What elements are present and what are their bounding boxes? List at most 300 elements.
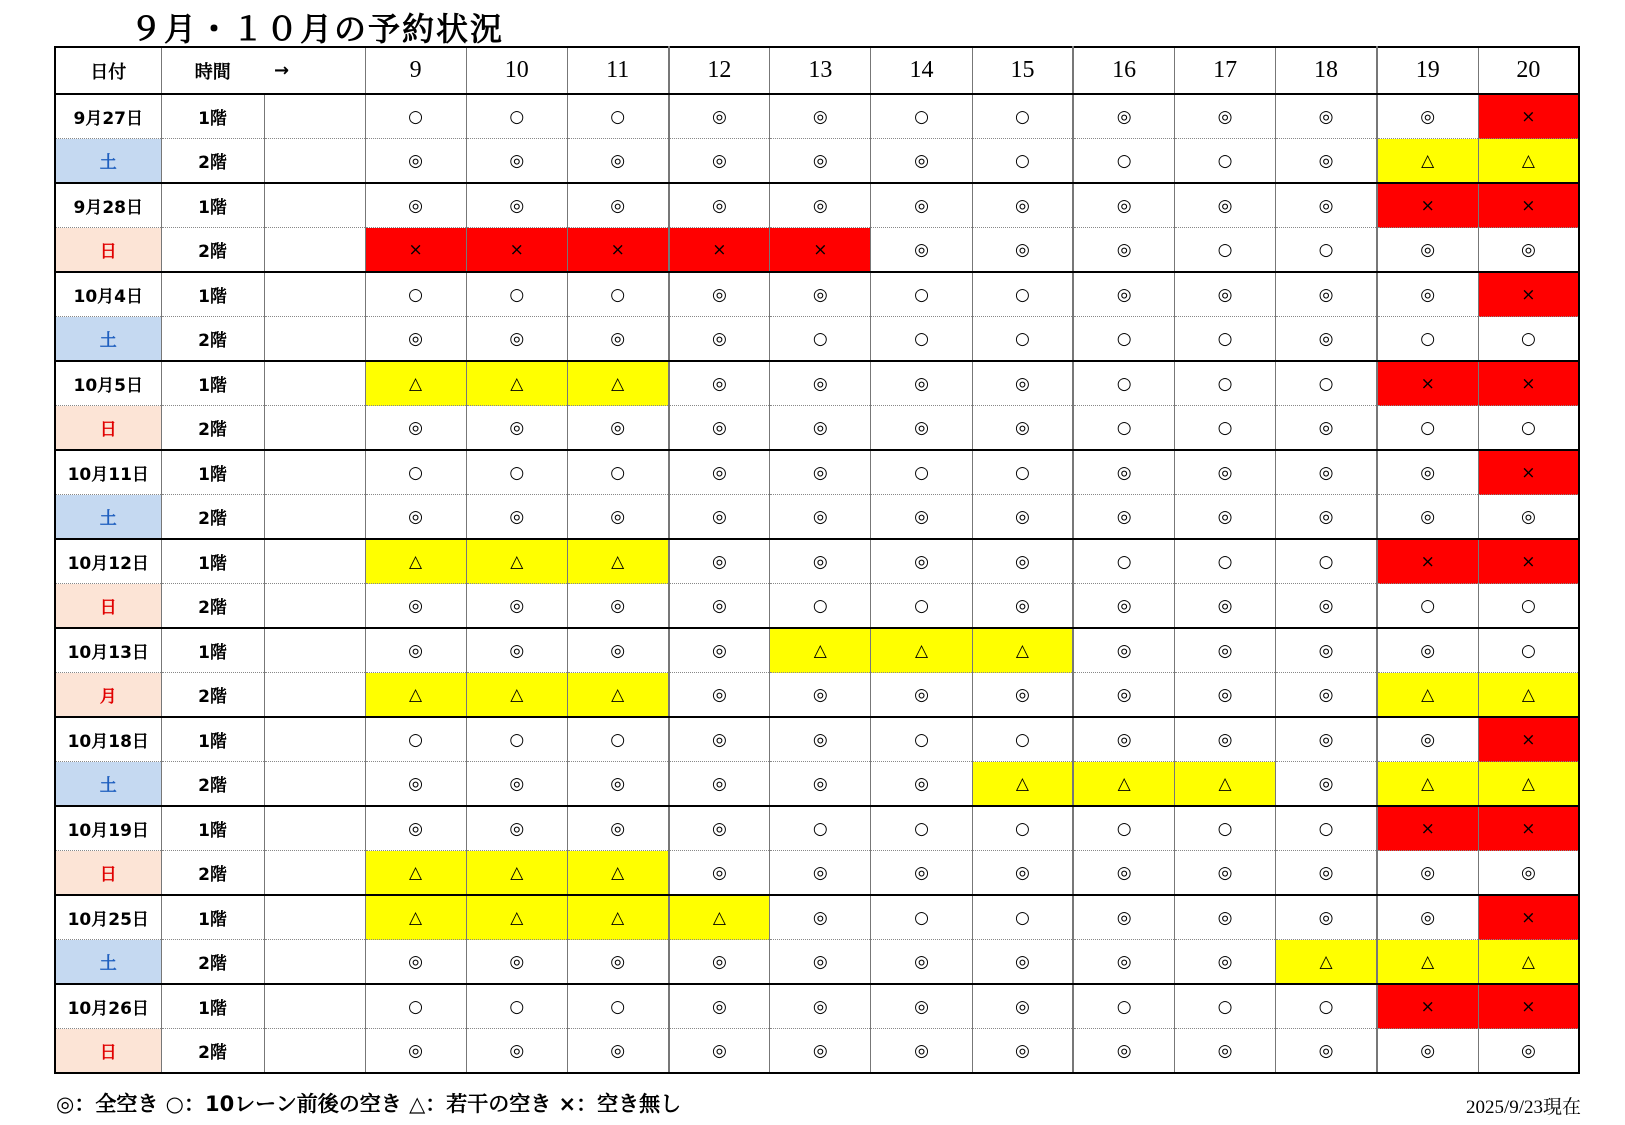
hour-header: 9 bbox=[365, 47, 466, 94]
slot-cell: △ bbox=[567, 851, 668, 896]
slot-cell: ◎ bbox=[871, 762, 972, 807]
table-row bbox=[55, 361, 1579, 406]
slot-cell: ◎ bbox=[1073, 450, 1174, 495]
hour-header: 10 bbox=[466, 47, 567, 94]
header-row bbox=[55, 47, 1579, 94]
slot-cell: ◎ bbox=[466, 317, 567, 362]
slot-cell: ○ bbox=[1175, 984, 1276, 1029]
hour-header: 11 bbox=[567, 47, 668, 94]
slot-cell: ◎ bbox=[669, 139, 770, 184]
spacer-cell bbox=[264, 139, 365, 184]
weekday-cell: 土 bbox=[55, 317, 161, 362]
slot-cell: ◎ bbox=[365, 940, 466, 985]
slot-cell: ◎ bbox=[1377, 628, 1478, 673]
slot-cell: ◎ bbox=[365, 317, 466, 362]
spacer-cell bbox=[264, 762, 365, 807]
slot-cell: ◎ bbox=[1276, 851, 1377, 896]
slot-cell: ◎ bbox=[466, 584, 567, 629]
floor-cell: 1階 bbox=[161, 361, 264, 406]
spacer-cell bbox=[264, 406, 365, 451]
slot-cell: × bbox=[1377, 806, 1478, 851]
floor-cell: 2階 bbox=[161, 406, 264, 451]
table-row bbox=[55, 406, 1579, 451]
hour-header: 13 bbox=[770, 47, 871, 94]
slot-cell: △ bbox=[770, 628, 871, 673]
floor-cell: 1階 bbox=[161, 984, 264, 1029]
weekday-cell: 日 bbox=[55, 584, 161, 629]
slot-cell: ◎ bbox=[1175, 183, 1276, 228]
floor-cell: 1階 bbox=[161, 183, 264, 228]
slot-cell: ◎ bbox=[1377, 895, 1478, 940]
hour-header: 14 bbox=[871, 47, 972, 94]
slot-cell: △ bbox=[567, 895, 668, 940]
slot-cell: ◎ bbox=[1276, 272, 1377, 317]
spacer-cell bbox=[264, 628, 365, 673]
slot-cell: ◎ bbox=[972, 361, 1073, 406]
table-row bbox=[55, 628, 1579, 673]
slot-cell: ○ bbox=[871, 450, 972, 495]
slot-cell: × bbox=[1478, 94, 1579, 139]
slot-cell: ○ bbox=[1276, 806, 1377, 851]
slot-cell: ◎ bbox=[1073, 584, 1174, 629]
weekday-cell: 日 bbox=[55, 1029, 161, 1074]
slot-cell: ○ bbox=[1478, 406, 1579, 451]
slot-cell: ◎ bbox=[567, 584, 668, 629]
spacer-cell bbox=[264, 895, 365, 940]
slot-cell: ○ bbox=[1073, 406, 1174, 451]
slot-cell: ◎ bbox=[1276, 895, 1377, 940]
slot-cell: ◎ bbox=[1073, 628, 1174, 673]
weekday-cell: 日 bbox=[55, 406, 161, 451]
slot-cell: △ bbox=[466, 851, 567, 896]
slot-cell: ◎ bbox=[466, 628, 567, 673]
slot-cell: ◎ bbox=[1073, 895, 1174, 940]
slot-cell: ◎ bbox=[1276, 406, 1377, 451]
slot-cell: ◎ bbox=[466, 762, 567, 807]
date-cell: 10月18日 bbox=[55, 717, 161, 762]
slot-cell: ◎ bbox=[1175, 940, 1276, 985]
slot-cell: ◎ bbox=[1073, 673, 1174, 718]
slot-cell: ◎ bbox=[871, 183, 972, 228]
date-cell: 10月13日 bbox=[55, 628, 161, 673]
slot-cell: ○ bbox=[1377, 584, 1478, 629]
slot-cell: × bbox=[1478, 183, 1579, 228]
slot-cell: △ bbox=[567, 361, 668, 406]
floor-cell: 1階 bbox=[161, 450, 264, 495]
slot-cell: ◎ bbox=[669, 940, 770, 985]
slot-cell: △ bbox=[1276, 940, 1377, 985]
slot-cell: ○ bbox=[972, 895, 1073, 940]
date-cell: 10月11日 bbox=[55, 450, 161, 495]
hour-header: 20 bbox=[1478, 47, 1579, 94]
slot-cell: ◎ bbox=[669, 272, 770, 317]
slot-cell: ◎ bbox=[1073, 272, 1174, 317]
slot-cell: ○ bbox=[1073, 361, 1174, 406]
page-title: ９月・１０月の予約状況 bbox=[130, 10, 505, 48]
slot-cell: ○ bbox=[871, 317, 972, 362]
slot-cell: ○ bbox=[871, 895, 972, 940]
slot-cell: ◎ bbox=[669, 1029, 770, 1074]
table-row bbox=[55, 717, 1579, 762]
slot-cell: × bbox=[1478, 895, 1579, 940]
slot-cell: ◎ bbox=[770, 762, 871, 807]
slot-cell: × bbox=[567, 228, 668, 273]
slot-cell: ◎ bbox=[770, 361, 871, 406]
slot-cell: ○ bbox=[1478, 317, 1579, 362]
slot-cell: ◎ bbox=[1377, 450, 1478, 495]
slot-cell: ◎ bbox=[1175, 1029, 1276, 1074]
slot-cell: ◎ bbox=[1073, 940, 1174, 985]
slot-cell: ◎ bbox=[871, 361, 972, 406]
slot-cell: ○ bbox=[466, 450, 567, 495]
slot-cell: ◎ bbox=[669, 450, 770, 495]
slot-cell: ○ bbox=[365, 450, 466, 495]
slot-cell: △ bbox=[1377, 673, 1478, 718]
slot-cell: △ bbox=[1073, 762, 1174, 807]
floor-cell: 1階 bbox=[161, 272, 264, 317]
table-row bbox=[55, 495, 1579, 540]
slot-cell: ○ bbox=[1073, 317, 1174, 362]
slot-cell: ◎ bbox=[871, 495, 972, 540]
slot-cell: ○ bbox=[1073, 539, 1174, 584]
slot-cell: ○ bbox=[365, 94, 466, 139]
slot-cell: ◎ bbox=[1276, 139, 1377, 184]
slot-cell: ◎ bbox=[770, 139, 871, 184]
spacer-cell bbox=[264, 1029, 365, 1074]
slot-cell: ◎ bbox=[365, 584, 466, 629]
slot-cell: ◎ bbox=[972, 851, 1073, 896]
table-row bbox=[55, 450, 1579, 495]
slot-cell: ◎ bbox=[1276, 584, 1377, 629]
spacer-cell bbox=[264, 183, 365, 228]
slot-cell: ◎ bbox=[770, 851, 871, 896]
slot-cell: ◎ bbox=[1377, 272, 1478, 317]
slot-cell: ◎ bbox=[1276, 1029, 1377, 1074]
slot-cell: ◎ bbox=[972, 940, 1073, 985]
slot-cell: ◎ bbox=[669, 984, 770, 1029]
slot-cell: ○ bbox=[972, 717, 1073, 762]
slot-cell: △ bbox=[466, 361, 567, 406]
slot-cell: ◎ bbox=[466, 406, 567, 451]
spacer-cell bbox=[264, 539, 365, 584]
slot-cell: ◎ bbox=[466, 940, 567, 985]
slot-cell: ○ bbox=[770, 317, 871, 362]
slot-cell: ◎ bbox=[871, 539, 972, 584]
slot-cell: ○ bbox=[1073, 139, 1174, 184]
slot-cell: △ bbox=[365, 539, 466, 584]
as-of-date: 2025/9/23現在 bbox=[1465, 1097, 1581, 1118]
slot-cell: ○ bbox=[466, 94, 567, 139]
weekday-cell: 日 bbox=[55, 851, 161, 896]
slot-cell: ◎ bbox=[567, 806, 668, 851]
slot-cell: ◎ bbox=[770, 984, 871, 1029]
slot-cell: ◎ bbox=[1276, 495, 1377, 540]
floor-cell: 2階 bbox=[161, 762, 264, 807]
table-row bbox=[55, 984, 1579, 1029]
slot-cell: ○ bbox=[1276, 361, 1377, 406]
slot-cell: ◎ bbox=[466, 1029, 567, 1074]
slot-cell: ◎ bbox=[567, 317, 668, 362]
slot-cell: ◎ bbox=[1175, 895, 1276, 940]
slot-cell: ○ bbox=[365, 717, 466, 762]
table-row bbox=[55, 139, 1579, 184]
slot-cell: ○ bbox=[871, 584, 972, 629]
slot-cell: ○ bbox=[1377, 406, 1478, 451]
slot-cell: ◎ bbox=[1377, 1029, 1478, 1074]
floor-cell: 2階 bbox=[161, 139, 264, 184]
slot-cell: △ bbox=[365, 851, 466, 896]
slot-cell: ◎ bbox=[972, 984, 1073, 1029]
slot-cell: ◎ bbox=[770, 673, 871, 718]
slot-cell: △ bbox=[466, 673, 567, 718]
date-cell: 10月26日 bbox=[55, 984, 161, 1029]
slot-cell: ◎ bbox=[770, 539, 871, 584]
slot-cell: △ bbox=[1377, 139, 1478, 184]
slot-cell: × bbox=[669, 228, 770, 273]
slot-cell: ◎ bbox=[1276, 183, 1377, 228]
spacer-cell bbox=[264, 361, 365, 406]
slot-cell: ◎ bbox=[1073, 183, 1174, 228]
slot-cell: ◎ bbox=[669, 673, 770, 718]
slot-cell: ○ bbox=[1377, 317, 1478, 362]
table-row bbox=[55, 183, 1579, 228]
slot-cell: ◎ bbox=[1073, 851, 1174, 896]
slot-cell: ○ bbox=[972, 450, 1073, 495]
slot-cell: △ bbox=[567, 539, 668, 584]
slot-cell: ○ bbox=[466, 984, 567, 1029]
slot-cell: ○ bbox=[567, 450, 668, 495]
slot-cell: × bbox=[1478, 806, 1579, 851]
date-header: 日付 bbox=[55, 47, 161, 94]
slot-cell: ◎ bbox=[1073, 717, 1174, 762]
slot-cell: ◎ bbox=[669, 361, 770, 406]
hour-header: 18 bbox=[1276, 47, 1377, 94]
spacer-cell bbox=[264, 228, 365, 273]
spacer-cell bbox=[264, 717, 365, 762]
slot-cell: ◎ bbox=[770, 1029, 871, 1074]
slot-cell: ◎ bbox=[871, 406, 972, 451]
slot-cell: ◎ bbox=[1478, 1029, 1579, 1074]
slot-cell: ◎ bbox=[1175, 450, 1276, 495]
slot-cell: ○ bbox=[567, 272, 668, 317]
slot-cell: △ bbox=[567, 673, 668, 718]
hour-header: 17 bbox=[1175, 47, 1276, 94]
slot-cell: ○ bbox=[1175, 139, 1276, 184]
slot-cell: ○ bbox=[972, 806, 1073, 851]
spacer-cell bbox=[264, 584, 365, 629]
slot-cell: ◎ bbox=[365, 628, 466, 673]
spacer-cell bbox=[264, 940, 365, 985]
slot-cell: ○ bbox=[871, 717, 972, 762]
table-row bbox=[55, 851, 1579, 896]
date-cell: 10月4日 bbox=[55, 272, 161, 317]
slot-cell: ◎ bbox=[669, 628, 770, 673]
slot-cell: △ bbox=[466, 539, 567, 584]
floor-cell: 1階 bbox=[161, 717, 264, 762]
slot-cell: × bbox=[1478, 361, 1579, 406]
slot-cell: ◎ bbox=[567, 940, 668, 985]
slot-cell: ○ bbox=[1276, 539, 1377, 584]
slot-cell: ◎ bbox=[972, 673, 1073, 718]
slot-cell: ○ bbox=[1175, 317, 1276, 362]
slot-cell: × bbox=[365, 228, 466, 273]
arrow-icon: → bbox=[264, 47, 365, 94]
slot-cell: ◎ bbox=[972, 228, 1073, 273]
slot-cell: ○ bbox=[770, 584, 871, 629]
slot-cell: ◎ bbox=[1478, 228, 1579, 273]
slot-cell: ○ bbox=[1175, 361, 1276, 406]
hour-header: 15 bbox=[972, 47, 1073, 94]
slot-cell: ◎ bbox=[365, 139, 466, 184]
weekday-cell: 月 bbox=[55, 673, 161, 718]
slot-cell: ◎ bbox=[1276, 317, 1377, 362]
slot-cell: ◎ bbox=[669, 806, 770, 851]
table-row bbox=[55, 673, 1579, 718]
slot-cell: ○ bbox=[770, 806, 871, 851]
slot-cell: ◎ bbox=[669, 762, 770, 807]
slot-cell: ◎ bbox=[1276, 717, 1377, 762]
slot-cell: ◎ bbox=[770, 94, 871, 139]
slot-cell: ◎ bbox=[567, 406, 668, 451]
floor-cell: 2階 bbox=[161, 851, 264, 896]
spacer-cell bbox=[264, 317, 365, 362]
slot-cell: ○ bbox=[466, 717, 567, 762]
hour-header: 12 bbox=[669, 47, 770, 94]
slot-cell: ◎ bbox=[770, 183, 871, 228]
table-row bbox=[55, 762, 1579, 807]
slot-cell: ○ bbox=[567, 984, 668, 1029]
slot-cell: ◎ bbox=[669, 406, 770, 451]
slot-cell: ○ bbox=[1276, 984, 1377, 1029]
floor-cell: 1階 bbox=[161, 895, 264, 940]
reservation-table bbox=[54, 46, 1580, 1074]
table-row bbox=[55, 228, 1579, 273]
hour-header: 19 bbox=[1377, 47, 1478, 94]
slot-cell: ○ bbox=[1073, 806, 1174, 851]
slot-cell: × bbox=[466, 228, 567, 273]
slot-cell: ◎ bbox=[1175, 272, 1276, 317]
hour-header: 16 bbox=[1073, 47, 1174, 94]
slot-cell: ◎ bbox=[770, 406, 871, 451]
floor-cell: 1階 bbox=[161, 806, 264, 851]
slot-cell: ◎ bbox=[669, 851, 770, 896]
slot-cell: ○ bbox=[567, 94, 668, 139]
slot-cell: ◎ bbox=[871, 228, 972, 273]
slot-cell: △ bbox=[972, 762, 1073, 807]
slot-cell: ○ bbox=[1175, 806, 1276, 851]
slot-cell: ○ bbox=[871, 806, 972, 851]
slot-cell: △ bbox=[1478, 673, 1579, 718]
slot-cell: ◎ bbox=[365, 406, 466, 451]
slot-cell: ◎ bbox=[770, 450, 871, 495]
slot-cell: ◎ bbox=[365, 183, 466, 228]
floor-cell: 1階 bbox=[161, 539, 264, 584]
slot-cell: △ bbox=[365, 361, 466, 406]
floor-cell: 2階 bbox=[161, 228, 264, 273]
slot-cell: ○ bbox=[567, 717, 668, 762]
slot-cell: ○ bbox=[1478, 584, 1579, 629]
table-row bbox=[55, 272, 1579, 317]
slot-cell: ◎ bbox=[466, 806, 567, 851]
slot-cell: ◎ bbox=[365, 806, 466, 851]
slot-cell: ◎ bbox=[1175, 673, 1276, 718]
slot-cell: △ bbox=[1478, 940, 1579, 985]
date-cell: 9月27日 bbox=[55, 94, 161, 139]
slot-cell: ○ bbox=[972, 317, 1073, 362]
slot-cell: △ bbox=[365, 895, 466, 940]
slot-cell: ◎ bbox=[871, 940, 972, 985]
slot-cell: ◎ bbox=[1276, 628, 1377, 673]
slot-cell: ◎ bbox=[972, 183, 1073, 228]
slot-cell: ○ bbox=[1276, 228, 1377, 273]
slot-cell: ◎ bbox=[365, 495, 466, 540]
slot-cell: ◎ bbox=[567, 183, 668, 228]
slot-cell: △ bbox=[1478, 139, 1579, 184]
date-cell: 9月28日 bbox=[55, 183, 161, 228]
slot-cell: ◎ bbox=[669, 94, 770, 139]
slot-cell: ◎ bbox=[1377, 495, 1478, 540]
slot-cell: ◎ bbox=[972, 495, 1073, 540]
time-header: 時間 bbox=[161, 47, 264, 94]
slot-cell: × bbox=[770, 228, 871, 273]
spacer-cell bbox=[264, 495, 365, 540]
slot-cell: ◎ bbox=[1276, 673, 1377, 718]
slot-cell: ◎ bbox=[1073, 495, 1174, 540]
table-row bbox=[55, 94, 1579, 139]
slot-cell: ○ bbox=[1175, 228, 1276, 273]
table-row bbox=[55, 806, 1579, 851]
slot-cell: ○ bbox=[1175, 406, 1276, 451]
slot-cell: ○ bbox=[1175, 539, 1276, 584]
slot-cell: ◎ bbox=[770, 940, 871, 985]
slot-cell: × bbox=[1377, 361, 1478, 406]
table-row bbox=[55, 895, 1579, 940]
slot-cell: ○ bbox=[871, 272, 972, 317]
slot-cell: ○ bbox=[972, 272, 1073, 317]
slot-cell: ◎ bbox=[1175, 851, 1276, 896]
slot-cell: ◎ bbox=[669, 584, 770, 629]
slot-cell: △ bbox=[871, 628, 972, 673]
slot-cell: ○ bbox=[1478, 628, 1579, 673]
weekday-cell: 日 bbox=[55, 228, 161, 273]
table-row bbox=[55, 539, 1579, 584]
slot-cell: ◎ bbox=[466, 183, 567, 228]
slot-cell: △ bbox=[1377, 940, 1478, 985]
slot-cell: ◎ bbox=[1377, 94, 1478, 139]
slot-cell: ○ bbox=[972, 94, 1073, 139]
slot-cell: ○ bbox=[972, 139, 1073, 184]
spacer-cell bbox=[264, 94, 365, 139]
slot-cell: × bbox=[1478, 539, 1579, 584]
slot-cell: ◎ bbox=[1175, 717, 1276, 762]
weekday-cell: 土 bbox=[55, 495, 161, 540]
floor-cell: 2階 bbox=[161, 940, 264, 985]
slot-cell: ◎ bbox=[770, 272, 871, 317]
slot-cell: △ bbox=[1175, 762, 1276, 807]
floor-cell: 1階 bbox=[161, 628, 264, 673]
floor-cell: 2階 bbox=[161, 584, 264, 629]
floor-cell: 2階 bbox=[161, 1029, 264, 1074]
slot-cell: ◎ bbox=[972, 584, 1073, 629]
slot-cell: ◎ bbox=[567, 628, 668, 673]
weekday-cell: 土 bbox=[55, 139, 161, 184]
slot-cell: ◎ bbox=[567, 139, 668, 184]
slot-cell: ◎ bbox=[567, 1029, 668, 1074]
slot-cell: ◎ bbox=[669, 717, 770, 762]
spacer-cell bbox=[264, 450, 365, 495]
slot-cell: ◎ bbox=[1377, 228, 1478, 273]
legend: ◎：全空き ○：10レーン前後の空き △：若干の空き ×：空き無し bbox=[56, 1092, 682, 1116]
